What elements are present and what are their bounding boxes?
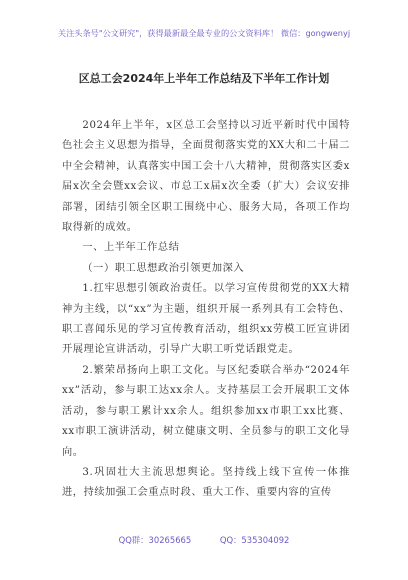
paragraph-item-3: 3.巩固壮大主流思想舆论。坚持线上线下宣传一体推进，持续加强工会重点时段、重大工作、重要内容的宣传 — [62, 466, 350, 499]
paragraph-intro: 2024年上半年，x区总工会坚持以习近平新时代中国特色社会主义思想为指导，全面贯彻落实党的XX大和二十届二中全会精神，认真落实中国工会十八大精神，贯彻落实区委x届x次全会暨xx会议、市总工x届x次全委（扩大）会议安排部署，团结引领全区职工围绕中心、服务大局，各项工作均取得新的成效。 — [62, 120, 350, 234]
document-body — [62, 116, 350, 504]
paragraph-item-1: 1.扛牢思想引领政治责任。以学习宣传贯彻党的XX大精神为主线，以“xx”为主题，组织开展一系列具有工会特色、职工喜闻乐见的学习宣传教育活动，组织xx劳模工匠宣讲团开展理论宣讲活动，引导广大职工听党话跟党走。 — [62, 283, 350, 356]
footer-contact — [0, 534, 408, 546]
footer-qq-group: QQ群：30265665 — [118, 535, 192, 545]
subsection-heading-ideology: （一）职工思想政治引领更加深入 — [82, 262, 245, 274]
section-heading-summary: 一、上半年工作总结 — [82, 242, 180, 254]
paragraph-item-2: 2.繁荣昂扬向上职工文化。与区纪委联合举办“2024年xx”活动，参与职工达xx余人。支持基层工会开展职工文体活动，参与职工累计xx余人。组织参加xx市职工xx比赛、xx市职工演讲活动，树立健康文明、全员参与的职工文化导向。 — [62, 364, 350, 458]
header-notice: 关注头条号"公文研究"，获得最新最全最专业的公文资料库！ 微信：gongwenyj — [57, 28, 351, 38]
footer-qq: QQ：535304092 — [219, 535, 290, 545]
document-title: 区总工会2024年上半年工作总结及下半年工作计划 — [78, 72, 330, 85]
